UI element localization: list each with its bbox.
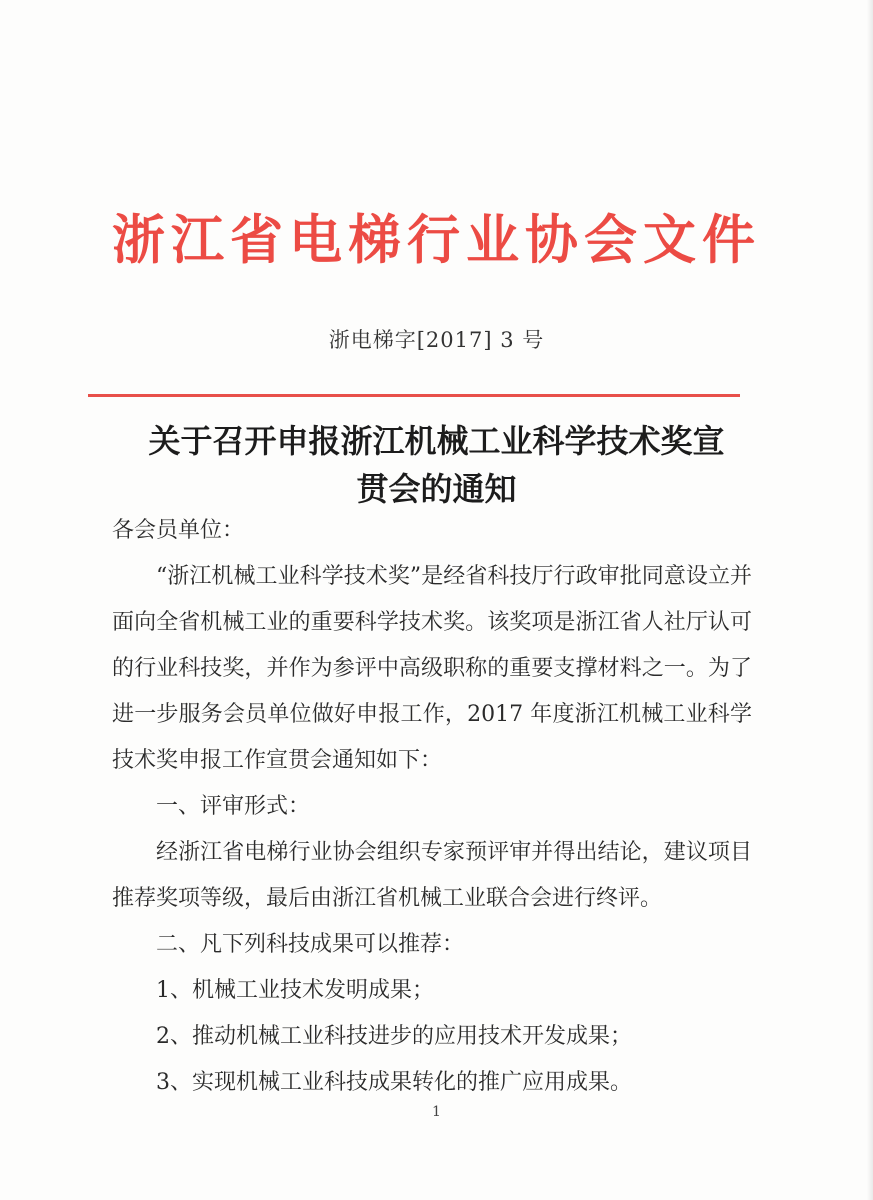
red-divider-line	[88, 394, 740, 397]
page-number: 1	[432, 1104, 441, 1120]
list-item: 1、机械工业技术发明成果；	[156, 978, 434, 1003]
section-1-heading: 一、评审形式：	[156, 794, 311, 819]
salutation: 各会员单位：	[112, 518, 245, 543]
page-edge-shadow	[867, 0, 873, 1200]
intro-paragraph: “浙江机械工业科学技术奖”是经省科技厅行政审批同意设立并面向全省机械工业的重要科学技术奖。该奖项是浙江省人社厅认可的行业科技奖，并作为参评中高级职称的重要支撑材料之一。为了进一步服务会员单位做好申报工作，2017 年度浙江机械工业科学技术奖申报工作宣贯会通知如下：	[112, 564, 752, 773]
list-item: 2、推动机械工业科技进步的应用技术开发成果；	[156, 1024, 632, 1049]
notice-title	[60, 417, 813, 513]
section-2-heading: 二、凡下列科技成果可以推荐：	[156, 932, 465, 957]
document-number: 浙电梯字[2017] 3 号	[328, 328, 545, 352]
section-1-paragraph: 经浙江省电梯行业协会组织专家预评审并得出结论，建议项目推荐奖项等级，最后由浙江省机械工业联合会进行终评。	[112, 840, 752, 911]
notice-title-line-2: 贯会的通知	[356, 470, 517, 508]
notice-body	[112, 508, 752, 1106]
notice-title-line-1: 关于召开申报浙江机械工业科学技术奖宣	[148, 422, 725, 460]
organization-header-title: 浙江省电梯行业协会文件	[112, 209, 761, 271]
list-item: 3、实现机械工业科技成果转化的推广应用成果。	[156, 1070, 632, 1095]
